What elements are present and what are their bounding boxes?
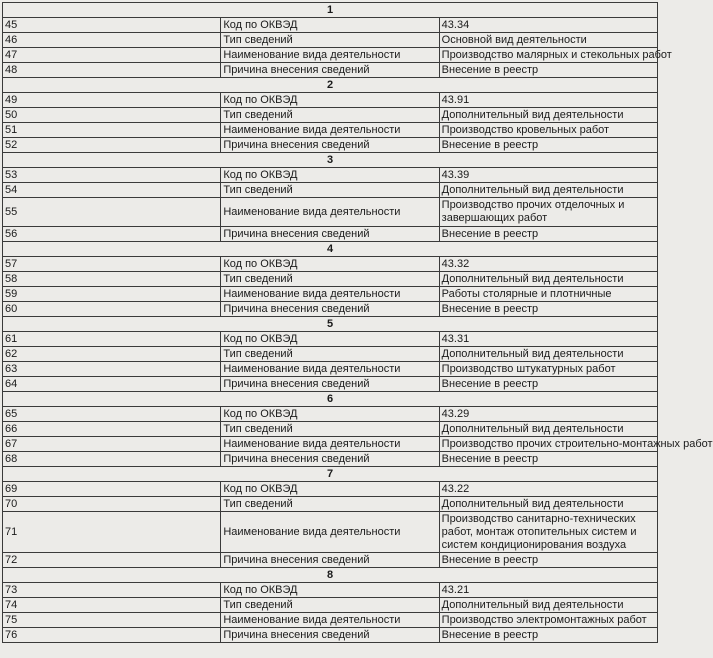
- field-name: Тип сведений: [221, 33, 439, 48]
- field-name: Наименование вида деятельности: [221, 613, 439, 628]
- group-header-row: [3, 392, 658, 407]
- field-value: Внесение в реестр: [439, 628, 657, 643]
- row-number: 49: [3, 93, 221, 108]
- row-number: 58: [3, 272, 221, 287]
- table-row: [3, 108, 658, 123]
- field-name: Код по ОКВЭД: [221, 407, 439, 422]
- table-row: [3, 613, 658, 628]
- field-name: Тип сведений: [221, 347, 439, 362]
- field-name: Тип сведений: [221, 422, 439, 437]
- field-value: Основной вид деятельности: [439, 33, 657, 48]
- row-number: 62: [3, 347, 221, 362]
- group-number: 4: [3, 242, 658, 257]
- row-number: 47: [3, 48, 221, 63]
- row-number: 59: [3, 287, 221, 302]
- table-row: [3, 422, 658, 437]
- field-value: Внесение в реестр: [439, 63, 657, 78]
- field-value: Дополнительный вид деятельности: [439, 272, 657, 287]
- table-row: [3, 332, 658, 347]
- group-number: 8: [3, 568, 658, 583]
- field-value: 43.34: [439, 18, 657, 33]
- field-name: Наименование вида деятельности: [221, 512, 439, 553]
- field-name: Причина внесения сведений: [221, 452, 439, 467]
- field-value: Внесение в реестр: [439, 138, 657, 153]
- field-name: Наименование вида деятельности: [221, 48, 439, 63]
- row-number: 53: [3, 168, 221, 183]
- table-row: [3, 347, 658, 362]
- field-name: Код по ОКВЭД: [221, 93, 439, 108]
- field-name: Причина внесения сведений: [221, 302, 439, 317]
- row-number: 68: [3, 452, 221, 467]
- table-row: [3, 138, 658, 153]
- group-header-row: [3, 467, 658, 482]
- field-name: Код по ОКВЭД: [221, 18, 439, 33]
- field-name: Код по ОКВЭД: [221, 583, 439, 598]
- field-name: Наименование вида деятельности: [221, 362, 439, 377]
- field-name: Тип сведений: [221, 272, 439, 287]
- row-number: 75: [3, 613, 221, 628]
- field-value: 43.21: [439, 583, 657, 598]
- row-number: 64: [3, 377, 221, 392]
- field-name: Тип сведений: [221, 183, 439, 198]
- table-row: [3, 302, 658, 317]
- row-number: 54: [3, 183, 221, 198]
- field-name: Наименование вида деятельности: [221, 287, 439, 302]
- group-header-row: [3, 153, 658, 168]
- group-number: 7: [3, 467, 658, 482]
- table-row: [3, 598, 658, 613]
- row-number: 72: [3, 553, 221, 568]
- table-row: [3, 183, 658, 198]
- field-name: Причина внесения сведений: [221, 227, 439, 242]
- field-value: Дополнительный вид деятельности: [439, 598, 657, 613]
- field-name: Код по ОКВЭД: [221, 168, 439, 183]
- group-number: 2: [3, 78, 658, 93]
- field-name: Код по ОКВЭД: [221, 482, 439, 497]
- field-value: 43.29: [439, 407, 657, 422]
- table-row: [3, 198, 658, 227]
- field-value: Производство прочих отделочных и завершающих работ: [439, 198, 657, 227]
- table-row: [3, 437, 658, 452]
- row-number: 71: [3, 512, 221, 553]
- field-value: Внесение в реестр: [439, 227, 657, 242]
- row-number: 70: [3, 497, 221, 512]
- field-name: Наименование вида деятельности: [221, 437, 439, 452]
- field-value: 43.39: [439, 168, 657, 183]
- table-row: [3, 553, 658, 568]
- field-name: Код по ОКВЭД: [221, 332, 439, 347]
- table-row: [3, 583, 658, 598]
- table-row: [3, 33, 658, 48]
- group-number: 5: [3, 317, 658, 332]
- table-row: [3, 362, 658, 377]
- field-name: Причина внесения сведений: [221, 628, 439, 643]
- table-row: [3, 452, 658, 467]
- field-value: Дополнительный вид деятельности: [439, 347, 657, 362]
- group-header-row: [3, 242, 658, 257]
- field-value: Производство штукатурных работ: [439, 362, 657, 377]
- row-number: 73: [3, 583, 221, 598]
- field-value: 43.31: [439, 332, 657, 347]
- row-number: 74: [3, 598, 221, 613]
- table-row: [3, 407, 658, 422]
- row-number: 56: [3, 227, 221, 242]
- field-value: Производство санитарно-технических работ, монтаж отопительных систем и систем кондиционирования воздуха: [439, 512, 657, 553]
- table-row: [3, 512, 658, 553]
- row-number: 50: [3, 108, 221, 123]
- field-name: Тип сведений: [221, 497, 439, 512]
- group-header-row: [3, 568, 658, 583]
- table-row: [3, 287, 658, 302]
- row-number: 52: [3, 138, 221, 153]
- field-name: Код по ОКВЭД: [221, 257, 439, 272]
- table-row: [3, 482, 658, 497]
- table-row: [3, 497, 658, 512]
- group-header-row: [3, 78, 658, 93]
- field-value: Работы столярные и плотничные: [439, 287, 657, 302]
- field-value: 43.91: [439, 93, 657, 108]
- okved-table-body: [3, 3, 713, 643]
- field-value: Внесение в реестр: [439, 302, 657, 317]
- row-number: 57: [3, 257, 221, 272]
- field-name: Наименование вида деятельности: [221, 198, 439, 227]
- row-number: 76: [3, 628, 221, 643]
- field-value: 43.22: [439, 482, 657, 497]
- row-number: 60: [3, 302, 221, 317]
- field-name: Причина внесения сведений: [221, 63, 439, 78]
- field-name: Причина внесения сведений: [221, 377, 439, 392]
- row-number: 51: [3, 123, 221, 138]
- field-value: Дополнительный вид деятельности: [439, 422, 657, 437]
- field-value: Дополнительный вид деятельности: [439, 108, 657, 123]
- field-value: Производство прочих строительно-монтажных работ: [439, 437, 657, 452]
- group-header-row: [3, 3, 658, 18]
- table-row: [3, 227, 658, 242]
- row-number: 61: [3, 332, 221, 347]
- field-name: Наименование вида деятельности: [221, 123, 439, 138]
- okved-table: [2, 2, 713, 643]
- field-value: Дополнительный вид деятельности: [439, 497, 657, 512]
- row-number: 65: [3, 407, 221, 422]
- field-name: Тип сведений: [221, 598, 439, 613]
- field-value: Внесение в реестр: [439, 553, 657, 568]
- field-value: Производство кровельных работ: [439, 123, 657, 138]
- row-number: 46: [3, 33, 221, 48]
- row-number: 67: [3, 437, 221, 452]
- table-row: [3, 377, 658, 392]
- row-number: 45: [3, 18, 221, 33]
- group-number: 6: [3, 392, 658, 407]
- table-row: [3, 48, 658, 63]
- group-number: 1: [3, 3, 658, 18]
- row-number: 63: [3, 362, 221, 377]
- field-name: Тип сведений: [221, 108, 439, 123]
- field-value: Производство электромонтажных работ: [439, 613, 657, 628]
- row-number: 48: [3, 63, 221, 78]
- field-value: Дополнительный вид деятельности: [439, 183, 657, 198]
- table-row: [3, 123, 658, 138]
- field-name: Причина внесения сведений: [221, 553, 439, 568]
- table-row: [3, 628, 658, 643]
- row-number: 69: [3, 482, 221, 497]
- field-value: Внесение в реестр: [439, 452, 657, 467]
- table-row: [3, 168, 658, 183]
- row-number: 55: [3, 198, 221, 227]
- table-row: [3, 93, 658, 108]
- group-header-row: [3, 317, 658, 332]
- table-row: [3, 63, 658, 78]
- table-row: [3, 18, 658, 33]
- table-row: [3, 257, 658, 272]
- row-number: 66: [3, 422, 221, 437]
- field-value: Производство малярных и стекольных работ: [439, 48, 657, 63]
- field-value: Внесение в реестр: [439, 377, 657, 392]
- table-row: [3, 272, 658, 287]
- field-value: 43.32: [439, 257, 657, 272]
- field-name: Причина внесения сведений: [221, 138, 439, 153]
- group-number: 3: [3, 153, 658, 168]
